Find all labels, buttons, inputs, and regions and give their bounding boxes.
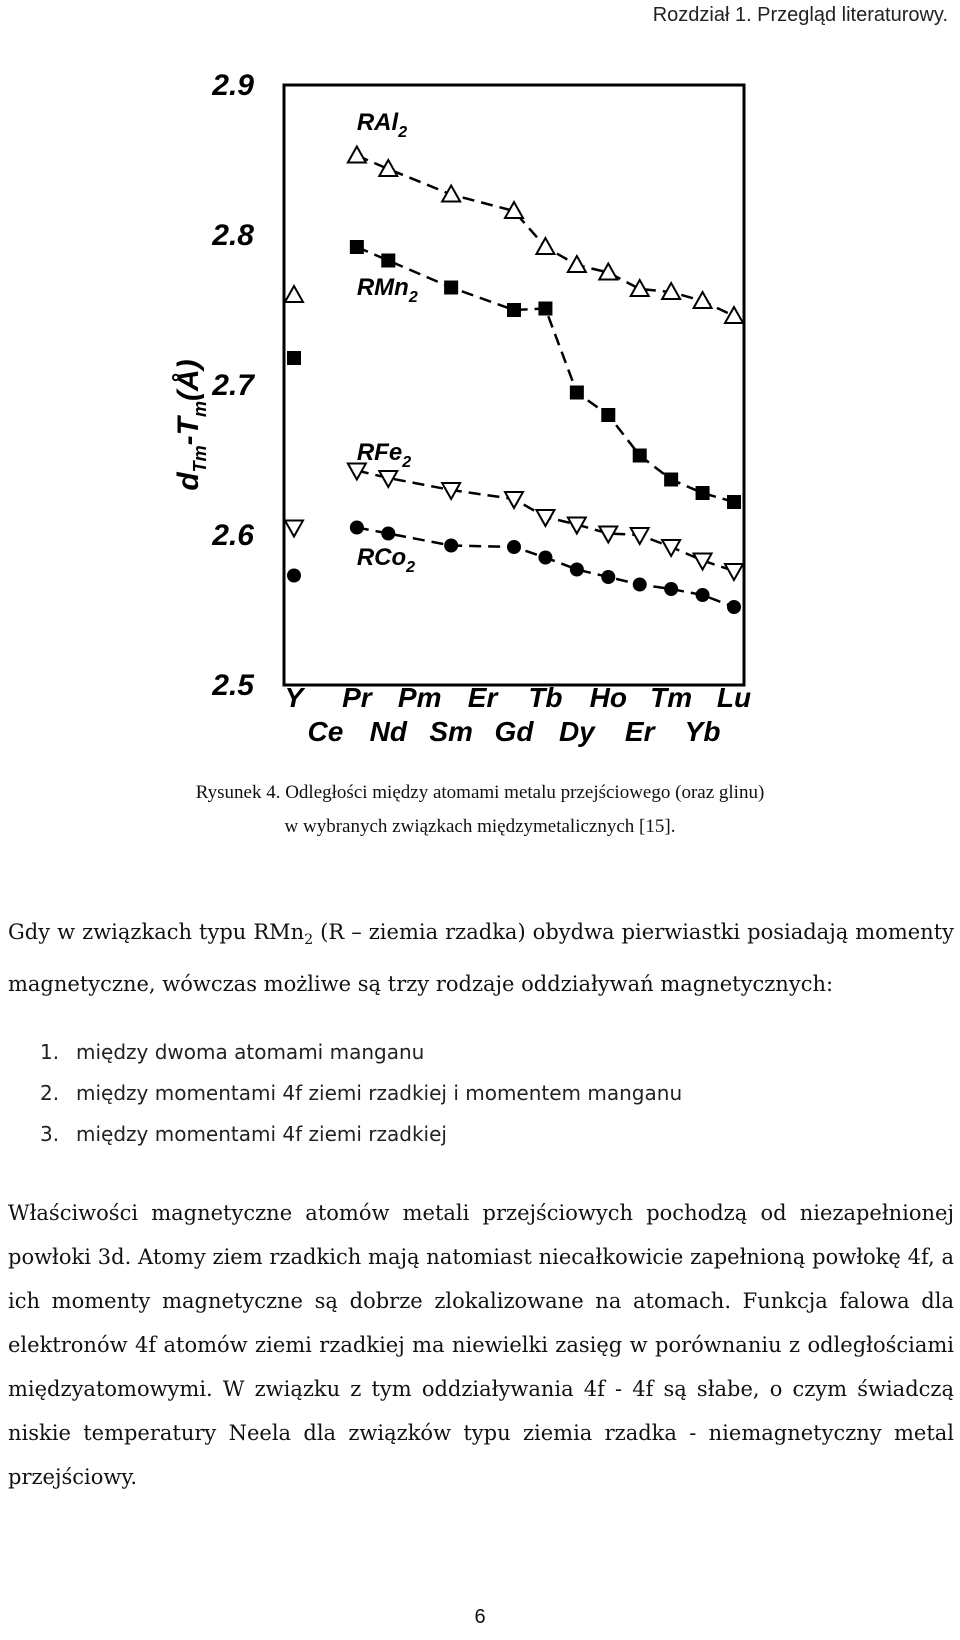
x-tick-label: Sm [429, 716, 473, 747]
data-point [507, 540, 521, 554]
x-tick-label: Gd [494, 716, 534, 747]
data-point [664, 473, 678, 487]
data-point [536, 238, 554, 254]
y-axis-label [172, 359, 210, 490]
data-point [664, 582, 678, 596]
list-item: 1. między dwoma atomami manganu [40, 1040, 425, 1064]
data-point [662, 540, 680, 556]
data-point [444, 281, 458, 295]
data-point [696, 588, 710, 602]
page-number: 6 [474, 1606, 486, 1628]
y-tick-label: 2.9 [212, 69, 254, 102]
series-label: RAl$_2$ [356, 109, 408, 141]
series-circle [287, 521, 741, 615]
data-point [696, 486, 710, 500]
series-triangle-up [285, 147, 743, 324]
data-point [694, 292, 712, 308]
x-tick-label: Y [284, 682, 304, 713]
y-tick-label: 2.6 [212, 519, 254, 552]
plot-frame [284, 85, 744, 685]
data-point [538, 551, 552, 565]
x-tick-label: Ho [589, 682, 627, 713]
y-tick-label: 2.7 [212, 369, 254, 402]
interaction-list [40, 1032, 682, 1155]
series-layer [285, 147, 743, 615]
x-tick-label: Tm [650, 682, 693, 713]
data-point [381, 527, 395, 541]
data-point [350, 240, 364, 254]
data-point [631, 528, 649, 544]
running-header: Rozdział 1. Przegląd literaturowy. [652, 4, 948, 26]
data-point [285, 286, 303, 302]
x-tick-label: Er [624, 716, 655, 747]
y-tick-label: 2.5 [212, 669, 254, 702]
series-line [357, 247, 734, 502]
x-tick-label: Pr [342, 682, 372, 713]
x-tick-label: Dy [558, 716, 595, 747]
data-point [633, 578, 647, 592]
svg-text:dTm-Tm(Å): $d_{Tm}-T_m(Å)$ [172, 359, 210, 491]
data-point [536, 510, 554, 526]
series-label: RFe$_2$ [356, 439, 412, 471]
data-point [381, 254, 395, 268]
data-point [570, 386, 584, 400]
data-point [538, 302, 552, 316]
data-point [631, 280, 649, 296]
data-point [444, 539, 458, 553]
paragraph-properties: Właściwości magnetyczne atomów metali przejściowych pochodzą od niezapełnionej powłoki 3d. Atomy ziem rzadkich mają natomiast niecałkowicie zapełnioną powłokę 4f, a ich momenty magnetyczne są dobrze zlokalizowane na atomach. Funkcja falowa dla elektronów 4f atomów ziemi rzadkiej ma niewielki zasięg w porównaniu z odległościami międzyatomowymi. W związku z tym oddziaływania 4f - 4f są słabe, o czym świadczą niskie temperatury Neela dla związków typu ziemia rzadka - niemagnetyczny metal przejściowy. [8, 1201, 954, 1489]
data-point [633, 449, 647, 463]
series-label: RMn$_2$ [356, 274, 418, 306]
y-axis-ticks [211, 69, 255, 702]
list-item: 2. między momentami 4f ziemi rzadkiej i momentem manganu [40, 1081, 683, 1105]
data-point [287, 351, 301, 365]
data-point [348, 147, 366, 163]
data-point [505, 492, 523, 508]
data-point [570, 563, 584, 577]
list-item: 3. między momentami 4f ziemi rzadkiej [40, 1122, 447, 1146]
data-point [601, 570, 615, 584]
figure-caption-line-2: w wybranych związkach międzymetalicznych [15]. [284, 816, 676, 837]
data-point [727, 600, 741, 614]
data-point [285, 521, 303, 537]
data-point [568, 256, 586, 272]
data-point [725, 564, 743, 580]
data-point [442, 186, 460, 202]
x-tick-label: Lu [716, 682, 752, 713]
x-tick-label: Tb [528, 682, 563, 713]
data-point [727, 495, 741, 509]
figure-caption-line-1: Rysunek 4. Odległości między atomami metalu przejściowego (oraz glinu) [195, 782, 765, 803]
data-point [725, 307, 743, 323]
x-tick-label: Ce [307, 716, 344, 747]
data-point [601, 408, 615, 422]
data-point [379, 160, 397, 176]
data-point [507, 303, 521, 317]
x-tick-label: Er [467, 682, 498, 713]
x-tick-label: Yb [684, 716, 721, 747]
series-labels [357, 109, 418, 576]
x-tick-label: Pm [397, 682, 442, 713]
data-point [350, 521, 364, 535]
y-tick-label: 2.8 [212, 219, 254, 252]
x-tick-label: Nd [369, 716, 407, 747]
data-point [287, 569, 301, 583]
series-label: RCo$_2$ [356, 544, 416, 576]
distance-chart [150, 65, 770, 747]
paragraph-intro: Gdy w związkach typu RMn$_2$ (R – ziemia rzadka) obydwa pierwiastki posiadają momenty magnetyczne, wówczas możliwe są trzy rodzaje oddziaływań magnetycznych: [8, 920, 954, 997]
